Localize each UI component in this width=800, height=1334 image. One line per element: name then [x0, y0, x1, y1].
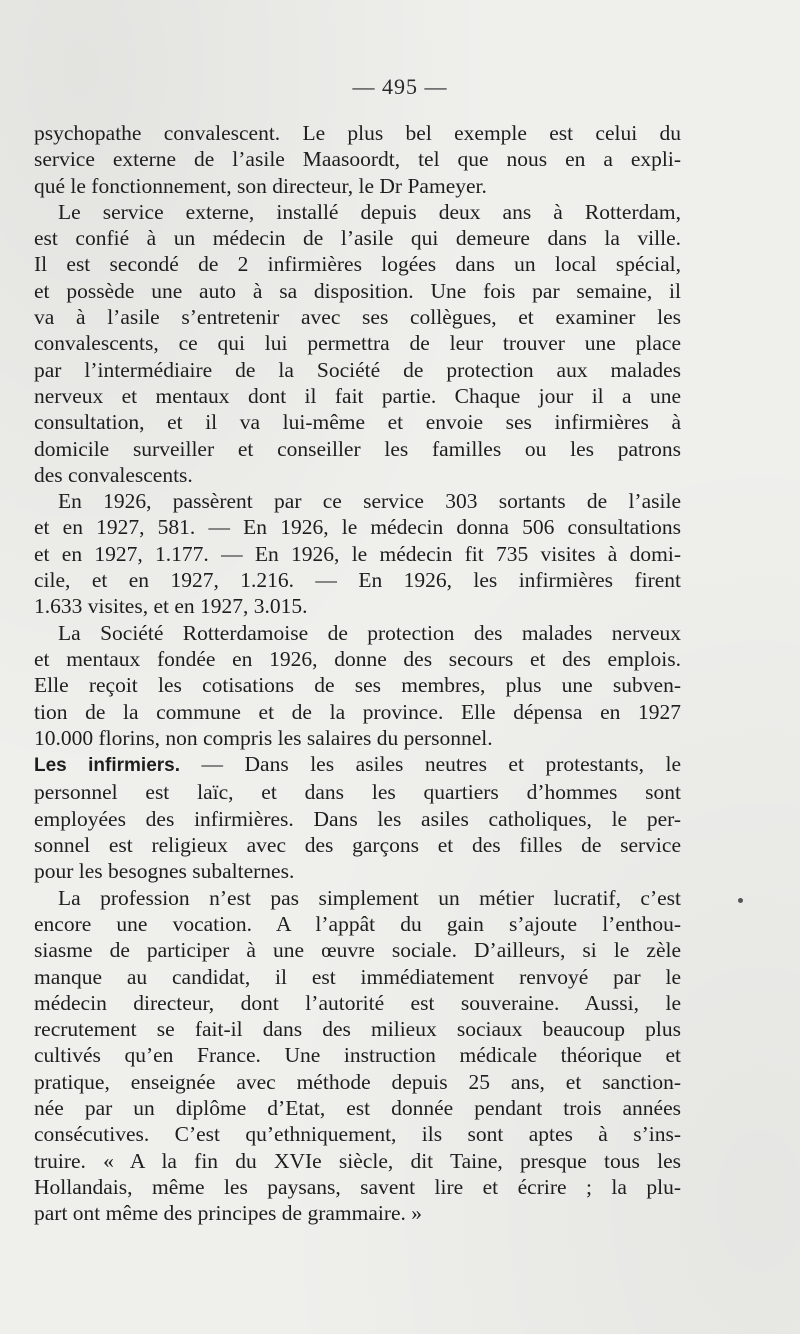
text-line: nerveux et mentaux dont il fait partie. Chaque jour il a une [34, 383, 681, 408]
text-line: des convalescents. [34, 462, 193, 487]
text-line: et en 1927, 581. — En 1926, le médecin donna 506 consultations [34, 515, 681, 540]
text-line: et mentaux fondée en 1926, donne des secours et des emplois. [34, 646, 681, 671]
text-line: Hollandais, même les paysans, savent lire et écrire ; la plu- [34, 1174, 681, 1199]
section-heading: Les infirmiers. [34, 755, 181, 777]
text-line: truire. « A la fin du XVIe siècle, dit Taine, presque tous les [34, 1148, 681, 1173]
text-line: encore une vocation. A l’appât du gain s’ajoute l’enthou- [34, 911, 681, 936]
text-line: domicile surveiller et conseiller les familles ou les patrons [34, 436, 681, 461]
text-line: et possède une auto à sa disposition. Une fois par semaine, il [34, 278, 681, 303]
text-line: convalescents, ce qui lui permettra de leur trouver une place [34, 331, 681, 356]
text-line: En 1926, passèrent par ce service 303 sortants de l’asile [58, 489, 681, 514]
text-line: tion de la commune et de la province. Elle dépensa en 1927 [34, 699, 681, 724]
text-line: Il est secondé de 2 infirmières logées dans un local spécial, [34, 252, 681, 277]
page-number: — 495 — [352, 74, 448, 99]
text-line: siasme de participer à une œuvre sociale. D’ailleurs, si le zèle [34, 938, 681, 963]
ink-speck [738, 898, 743, 903]
text-line: sonnel est religieux avec des garçons et des filles de service [34, 833, 681, 858]
text-line: qué le fonctionnement, son directeur, le Dr Pameyer. [34, 173, 487, 198]
line-text: — Dans les asiles neutres et protestants, le [180, 752, 681, 777]
text-line: Le service externe, installé depuis deux ans à Rotterdam, [58, 199, 681, 224]
text-line: née par un diplôme d’Etat, est donnée pendant trois années [34, 1095, 681, 1120]
text-line [34, 751, 681, 779]
text-line: recrutement se fait-il dans des milieux sociaux beaucoup plus [34, 1017, 681, 1042]
text-line: consultation, et il va lui-même et envoie ses infirmières à [34, 410, 681, 435]
text-line: cile, et en 1927, 1.216. — En 1926, les infirmières firent [34, 568, 681, 593]
text-line: La Société Rotterdamoise de protection des malades nerveux [58, 620, 681, 645]
text-line: cultivés qu’en France. Une instruction médicale théorique et [34, 1043, 681, 1068]
text-line: part ont même des principes de grammaire. » [34, 1201, 423, 1226]
text-line: et en 1927, 1.177. — En 1926, le médecin fit 735 visites à domi- [34, 541, 681, 566]
body-text [34, 120, 681, 1226]
text-line: Elle reçoit les cotisations de ses membres, plus une subven- [34, 673, 681, 698]
text-line: psychopathe convalescent. Le plus bel exemple est celui du [34, 121, 681, 145]
text-line: 10.000 florins, non compris les salaires du personnel. [34, 725, 493, 750]
text-line: va à l’asile s’entretenir avec ses collègues, et examiner les [34, 305, 681, 330]
text-line: pour les besognes subalternes. [34, 859, 295, 884]
text-line: personnel est laïc, et dans les quartiers d’hommes sont [34, 780, 681, 805]
text-line: manque au candidat, il est immédiatement renvoyé par le [34, 964, 681, 989]
text-line: consécutives. C’est qu’ethniquement, ils sont aptes à s’ins- [34, 1122, 681, 1147]
text-line: pratique, enseignée avec méthode depuis 25 ans, et sanction- [34, 1069, 681, 1094]
text-line: 1.633 visites, et en 1927, 3.015. [34, 594, 308, 619]
text-line: La profession n’est pas simplement un métier lucratif, c’est [58, 885, 681, 910]
text-line: médecin directeur, dont l’autorité est souveraine. Aussi, le [34, 990, 681, 1015]
text-line: service externe de l’asile Maasoordt, tel que nous en a expli- [34, 147, 681, 172]
text-line: est confié à un médecin de l’asile qui demeure dans la ville. [34, 226, 681, 251]
text-line: par l’intermédiaire de la Société de protection aux malades [34, 357, 681, 382]
text-line: employées des infirmières. Dans les asiles catholiques, le per- [34, 806, 681, 831]
